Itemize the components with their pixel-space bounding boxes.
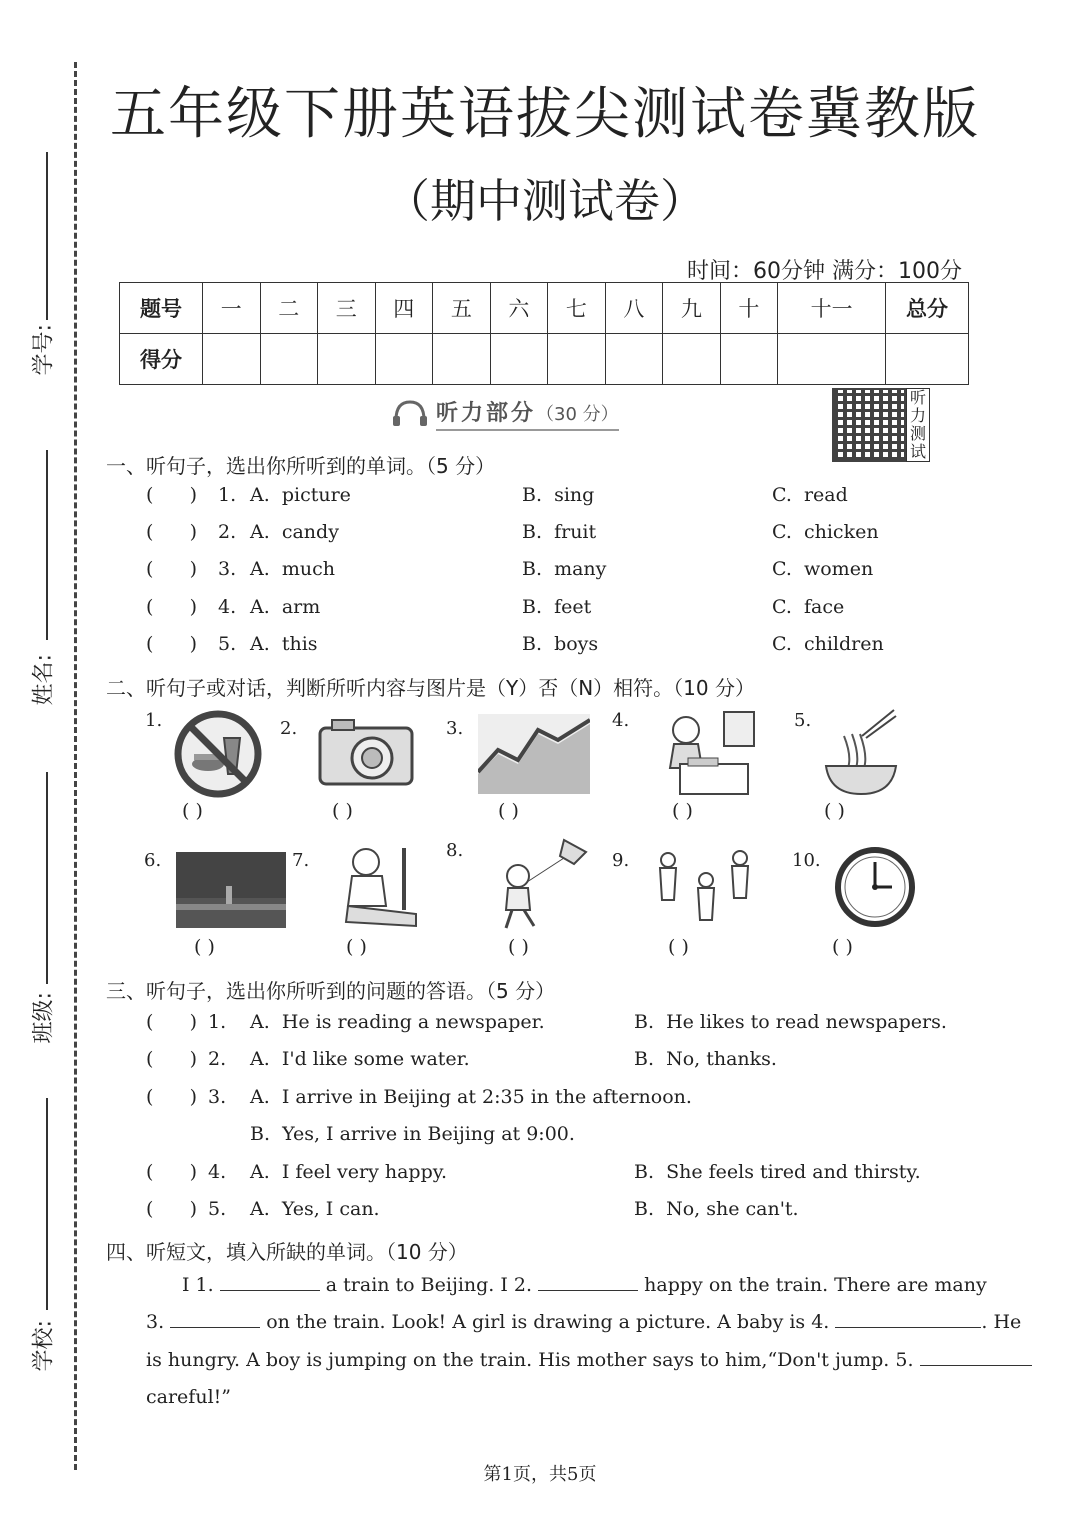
- option-b: B. boys: [522, 633, 599, 655]
- pic-number: 5.: [794, 710, 812, 731]
- score-cell[interactable]: [663, 334, 721, 385]
- option-a: A. much: [250, 558, 335, 580]
- option-a: A. arm: [250, 596, 321, 618]
- section3-title: 三、听句子，选出你所听到的问题的答语。（5 分）: [106, 979, 556, 1003]
- page-title: 五年级下册英语拔尖测试卷冀教版: [110, 82, 980, 147]
- score-cell[interactable]: [490, 334, 548, 385]
- qr-label: 听力测试: [906, 388, 930, 462]
- score-col: 三: [318, 283, 376, 334]
- score-cell[interactable]: [886, 334, 969, 385]
- score-col-total: 总分: [886, 283, 969, 334]
- passage-text: . He: [981, 1311, 1022, 1333]
- pic-number: 1.: [145, 710, 163, 731]
- score-col: 七: [548, 283, 606, 334]
- answer-paren[interactable]: ( ): [832, 936, 853, 958]
- answer-paren[interactable]: ( ): [146, 1198, 198, 1220]
- score-cell[interactable]: [318, 334, 376, 385]
- score-table-score-row: [120, 334, 969, 385]
- answer-paren[interactable]: ( ): [146, 558, 198, 580]
- option-b: B. Yes, I arrive in Beijing at 9:00.: [250, 1123, 575, 1145]
- question-number: 2.: [208, 1048, 227, 1070]
- passage-text: 3.: [146, 1311, 165, 1333]
- score-cell[interactable]: [605, 334, 663, 385]
- class-label: 班级:: [31, 992, 57, 1044]
- girl-writing-at-desk-icon: [650, 708, 760, 798]
- name-label: 姓名:: [31, 654, 57, 706]
- listening-section-header: [436, 396, 619, 431]
- answer-paren[interactable]: ( ): [146, 1086, 198, 1108]
- score-table-header-row: [120, 283, 969, 334]
- blank-1[interactable]: [220, 1290, 320, 1291]
- answer-paren[interactable]: ( ): [346, 936, 367, 958]
- option-b: B. feet: [522, 596, 592, 618]
- answer-paren[interactable]: ( ): [508, 936, 529, 958]
- question-number: 5.: [218, 633, 237, 655]
- school-label: 学校:: [31, 1320, 57, 1372]
- option-c: C. children: [772, 633, 884, 655]
- question-number: 4.: [208, 1161, 227, 1183]
- cut-line: [74, 62, 77, 1470]
- noodles-bowl-icon: [822, 706, 900, 798]
- pic-number: 8.: [446, 840, 464, 861]
- blank-3[interactable]: [170, 1327, 260, 1328]
- score-cell[interactable]: [548, 334, 606, 385]
- passage-text: is hungry. A boy is jumping on the train. His mother says to him,“Don't jump. 5.: [146, 1349, 914, 1371]
- score-table-row1-label: 题号: [120, 283, 203, 334]
- pic-number: 3.: [446, 718, 464, 739]
- question-number: 2.: [218, 521, 237, 543]
- score-col: 一: [203, 283, 261, 334]
- option-a: A. picture: [250, 484, 351, 506]
- answer-paren[interactable]: ( ): [332, 800, 353, 822]
- option-c: C. read: [772, 484, 848, 506]
- option-a: A. I arrive in Beijing at 2:35 in the afternoon.: [250, 1086, 692, 1108]
- page-footer: 第1页，共5页: [483, 1464, 597, 1485]
- score-cell[interactable]: [433, 334, 491, 385]
- option-a: A. I'd like some water.: [250, 1048, 470, 1070]
- people-doing-tai-chi-icon: [650, 846, 760, 932]
- passage-text: I 1.: [182, 1274, 214, 1296]
- qr-code-icon[interactable]: [832, 388, 906, 462]
- score-table: [119, 282, 969, 385]
- question-number: 1.: [218, 484, 237, 506]
- passage-line-1: [182, 1274, 987, 1296]
- time-score-info: 时间：60分钟 满分：100分: [687, 259, 962, 284]
- question-number: 3.: [208, 1086, 227, 1108]
- page-subtitle: （期中测试卷）: [384, 174, 706, 228]
- pic-number: 6.: [144, 850, 162, 871]
- answer-paren[interactable]: ( ): [146, 484, 198, 506]
- option-b: B. He likes to read newspapers.: [634, 1011, 947, 1033]
- pic-number: 10.: [792, 850, 821, 871]
- score-cell[interactable]: [720, 334, 778, 385]
- score-col: 十一: [778, 283, 886, 334]
- answer-paren[interactable]: ( ): [146, 596, 198, 618]
- answer-paren[interactable]: ( ): [146, 1161, 198, 1183]
- camera-icon: [316, 716, 416, 788]
- option-c: C. face: [772, 596, 845, 618]
- class-line: [46, 772, 48, 984]
- option-b: B. No, thanks.: [634, 1048, 777, 1070]
- option-b: B. No, she can't.: [634, 1198, 799, 1220]
- listening-title: 听力部分: [436, 401, 537, 426]
- option-c: C. chicken: [772, 521, 879, 543]
- great-wall-icon: [478, 714, 590, 794]
- score-cell[interactable]: [375, 334, 433, 385]
- answer-paren[interactable]: ( ): [146, 1011, 198, 1033]
- passage-text: happy on the train. There are many: [644, 1274, 987, 1296]
- score-table-row2-label: 得分: [120, 334, 203, 385]
- answer-paren[interactable]: ( ): [194, 936, 215, 958]
- blank-5[interactable]: [920, 1365, 1032, 1366]
- score-cell[interactable]: [778, 334, 886, 385]
- clock-icon: [834, 846, 916, 928]
- answer-paren[interactable]: ( ): [498, 800, 519, 822]
- answer-paren[interactable]: ( ): [668, 936, 689, 958]
- pic-number: 4.: [612, 710, 630, 731]
- passage-text: on the train. Look! A girl is drawing a picture. A baby is 4.: [266, 1311, 830, 1333]
- no-food-drink-sign-icon: [172, 708, 264, 800]
- pic-number: 7.: [292, 850, 310, 871]
- question-number: 1.: [208, 1011, 227, 1033]
- score-col: 九: [663, 283, 721, 334]
- pic-number: 2.: [280, 718, 298, 739]
- city-skyline-photo-icon: [176, 852, 286, 928]
- option-c: C. women: [772, 558, 874, 580]
- answer-paren[interactable]: ( ): [672, 800, 693, 822]
- passage-text: a train to Beijing. I 2.: [325, 1274, 533, 1296]
- score-cell[interactable]: [260, 334, 318, 385]
- name-line: [46, 450, 48, 640]
- score-col: 二: [260, 283, 318, 334]
- girl-flying-kite-icon: [494, 834, 594, 934]
- blank-4[interactable]: [835, 1327, 981, 1328]
- option-b: B. many: [522, 558, 607, 580]
- score-col: 四: [375, 283, 433, 334]
- pic-number: 9.: [612, 850, 630, 871]
- listening-points: （30 分）: [536, 404, 619, 425]
- option-a: A. I feel very happy.: [250, 1161, 447, 1183]
- passage-line-2: [146, 1311, 1021, 1333]
- student-no-label: 学号:: [31, 324, 57, 376]
- option-a: A. Yes, I can.: [250, 1198, 380, 1220]
- score-col: 五: [433, 283, 491, 334]
- school-line: [46, 1098, 48, 1310]
- question-number: 4.: [218, 596, 237, 618]
- passage-line-3: [146, 1349, 1032, 1371]
- answer-paren[interactable]: ( ): [824, 800, 845, 822]
- option-a: A. He is reading a newspaper.: [250, 1011, 545, 1033]
- answer-paren[interactable]: ( ): [146, 1048, 198, 1070]
- boy-with-crutch-icon: [336, 844, 428, 934]
- option-a: A. this: [250, 633, 318, 655]
- option-b: B. fruit: [522, 521, 597, 543]
- student-no-line: [46, 152, 48, 320]
- option-a: A. candy: [250, 521, 339, 543]
- answer-paren[interactable]: ( ): [146, 633, 198, 655]
- section1-title: 一、听句子，选出你所听到的单词。（5 分）: [106, 454, 496, 478]
- section2-title: 二、听句子或对话，判断所听内容与图片是（Y）否（N）相符。（10 分）: [106, 676, 755, 700]
- section4-title: 四、听短文，填入所缺的单词。（10 分）: [106, 1240, 468, 1264]
- option-b: B. She feels tired and thirsty.: [634, 1161, 921, 1183]
- question-number: 3.: [218, 558, 237, 580]
- headphone-icon: [390, 398, 430, 428]
- score-col: 六: [490, 283, 548, 334]
- score-cell[interactable]: [203, 334, 261, 385]
- passage-line-4: careful!”: [146, 1386, 231, 1408]
- answer-paren[interactable]: ( ): [146, 521, 198, 543]
- question-number: 5.: [208, 1198, 227, 1220]
- score-col: 八: [605, 283, 663, 334]
- option-b: B. sing: [522, 484, 595, 506]
- score-col: 十: [720, 283, 778, 334]
- answer-paren[interactable]: ( ): [182, 800, 203, 822]
- blank-2[interactable]: [538, 1290, 638, 1291]
